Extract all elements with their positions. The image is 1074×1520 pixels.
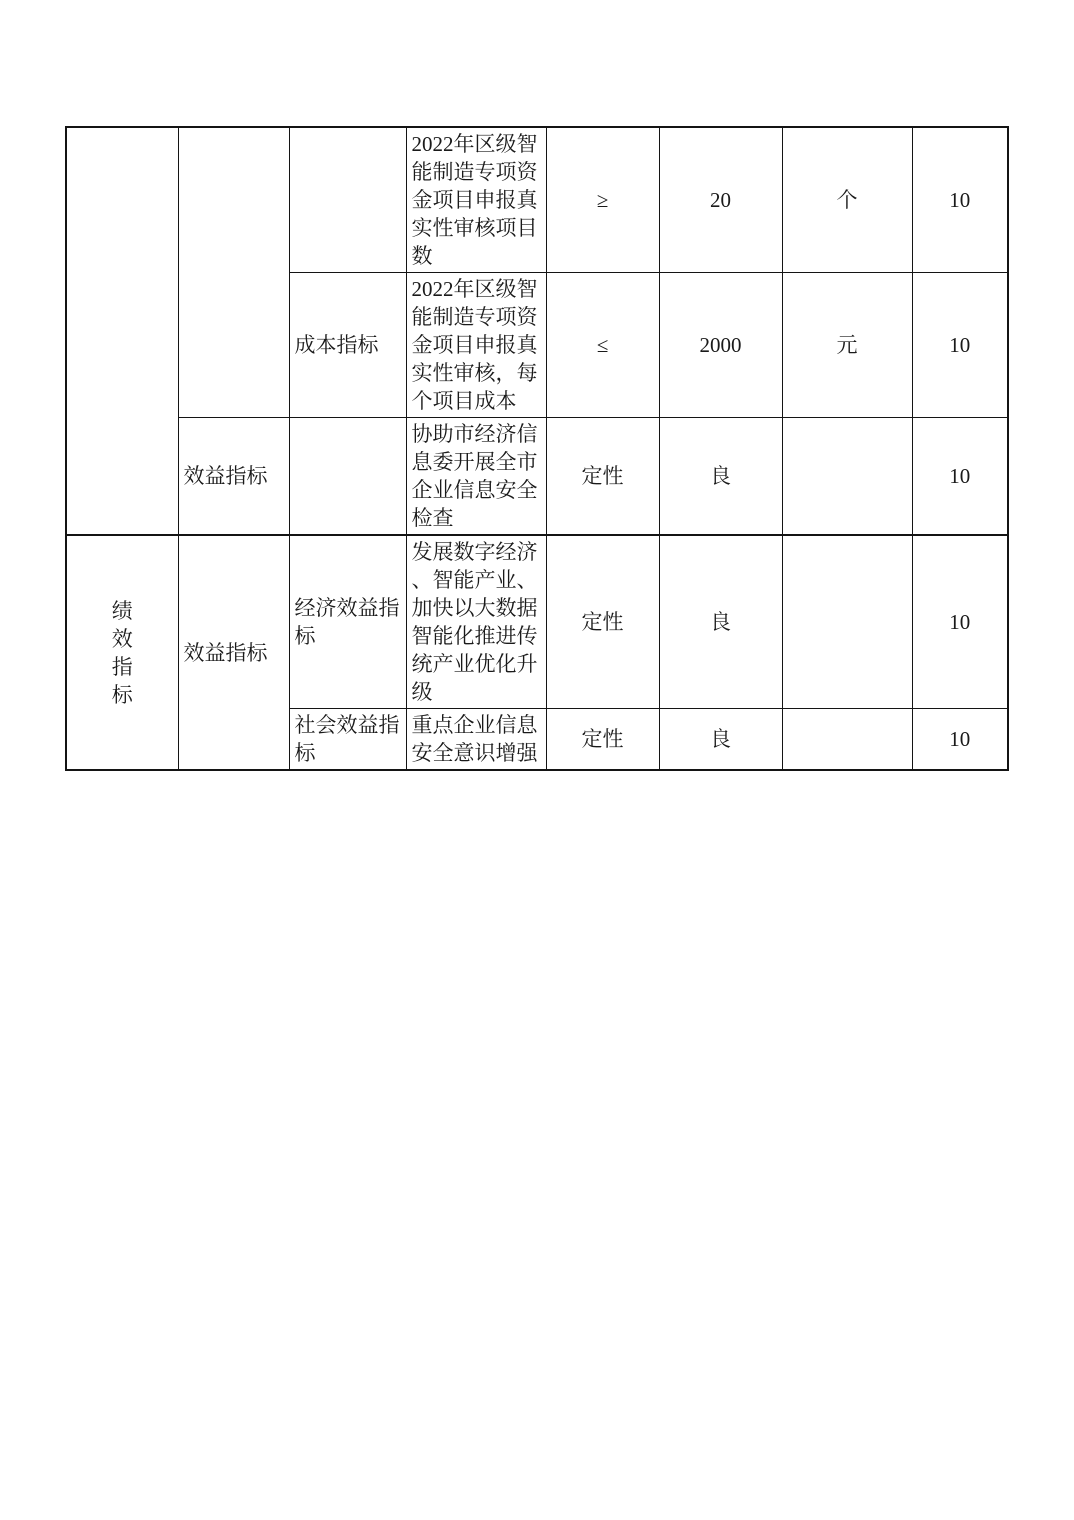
unit-cell: 个 xyxy=(782,127,912,273)
level2-cell: 效益指标 xyxy=(178,418,289,536)
table-row xyxy=(66,418,1008,536)
target-value-cell: 良 xyxy=(659,418,782,536)
compare-operator-cell: ≥ xyxy=(546,127,659,273)
compare-operator-cell: 定性 xyxy=(546,418,659,536)
level3-cell: 成本指标 xyxy=(289,273,406,418)
level1-cell xyxy=(66,535,178,770)
level1-blank-cell xyxy=(66,127,178,535)
unit-cell: 元 xyxy=(782,273,912,418)
indicator-name-cell: 协助市经济信息委开展全市企业信息安全检查 xyxy=(406,418,546,536)
indicator-name-cell: 重点企业信息安全意识增强 xyxy=(406,709,546,771)
weight-cell: 10 xyxy=(912,535,1008,709)
compare-operator-cell: 定性 xyxy=(546,709,659,771)
level3-blank-cell xyxy=(289,127,406,273)
target-value-cell: 2000 xyxy=(659,273,782,418)
level1-vertical-label: 绩效指标 xyxy=(111,598,133,707)
weight-cell: 10 xyxy=(912,273,1008,418)
unit-cell xyxy=(782,418,912,536)
target-value-cell: 良 xyxy=(659,535,782,709)
unit-cell xyxy=(782,709,912,771)
target-value-cell: 20 xyxy=(659,127,782,273)
unit-cell xyxy=(782,535,912,709)
level2-cell: 效益指标 xyxy=(178,535,289,770)
level3-cell: 社会效益指标 xyxy=(289,709,406,771)
table-row xyxy=(66,535,1008,709)
compare-operator-cell: ≤ xyxy=(546,273,659,418)
weight-cell: 10 xyxy=(912,418,1008,536)
indicator-name-cell: 2022年区级智能制造专项资金项目申报真实性审核项目数 xyxy=(406,127,546,273)
level3-cell: 经济效益指标 xyxy=(289,535,406,709)
table-row xyxy=(66,127,1008,273)
indicator-name-cell: 2022年区级智能制造专项资金项目申报真实性审核，每个项目成本 xyxy=(406,273,546,418)
level2-blank-cell xyxy=(178,127,289,418)
performance-indicator-table xyxy=(65,126,1009,771)
indicator-name-cell: 发展数字经济、智能产业、加快以大数据智能化推进传统产业优化升级 xyxy=(406,535,546,709)
level3-blank-cell xyxy=(289,418,406,536)
target-value-cell: 良 xyxy=(659,709,782,771)
weight-cell: 10 xyxy=(912,127,1008,273)
weight-cell: 10 xyxy=(912,709,1008,771)
compare-operator-cell: 定性 xyxy=(546,535,659,709)
